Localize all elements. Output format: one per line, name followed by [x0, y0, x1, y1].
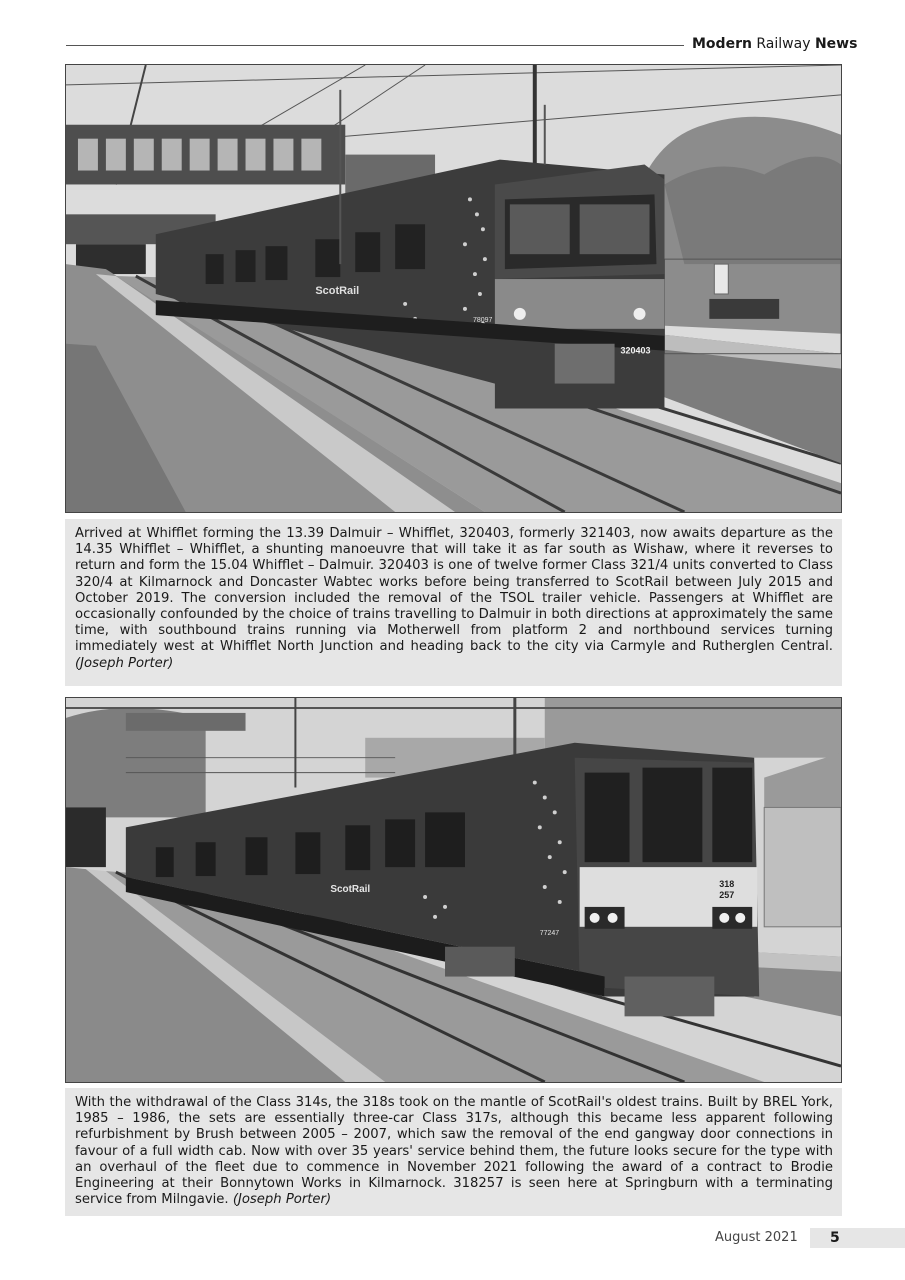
caption-photo1-credit: (Joseph Porter) [75, 655, 174, 671]
photo-320403-graphic [66, 65, 841, 512]
coach-number-label: 77247 [539, 929, 560, 937]
unit-number-line1: 318 [719, 879, 735, 890]
caption-photo1-text: Arrived at Whifflet forming the 13.39 Dalmuir – Whifflet, 320403, formerly 321403, now awaits departure as the 14.35 Whifflet – Whifflet, a shunting manoeuvre that will take it as far south as Wishaw, where it reverses to return and form the 15.04 Whifflet – Dalmuir. 320403 is one of twelve former Class 321/4 units converted to Class 320/4 at Kilmarnock and Doncaster Wabtec works before being transferred to ScotRail between July 2015 and October 2019. The conversion included the removal of the TSOL trailer vehicle. Passengers at Whifflet are occasionally confounded by the choice of trains travelling to Dalmuir in both directions at approximately the same time, with southbound trains running via Motherwell from platform 2 and northbound services turning immediately west at Whifflet North Junction and heading back to the city via Carmyle and Rutherglen Central. [75, 526, 833, 655]
header-rule [66, 45, 684, 46]
header-title-modern: Modern [692, 36, 752, 52]
coach-number-label: 78097 [472, 316, 493, 324]
header-title-railway: Railway [756, 36, 811, 52]
unit-number-line2: 257 [719, 889, 735, 900]
scotrail-logo: ScotRail [315, 284, 360, 297]
caption-photo2-credit: (Joseph Porter) [232, 1192, 332, 1208]
photo-318257-springburn [65, 697, 842, 1083]
photo-318257-graphic [66, 698, 841, 1082]
caption-photo2 [65, 1088, 842, 1216]
scotrail-logo: ScotRail [330, 884, 371, 895]
unit-number-label: 320403 [620, 345, 651, 356]
photo-320403-whifflet [65, 64, 842, 513]
magazine-section-title [692, 36, 857, 52]
issue-date: August 2021 [715, 1230, 798, 1245]
caption-photo2-text: With the withdrawal of the Class 314s, the 318s took on the mantle of ScotRail's oldest trains. Built by BREL York, 1985 – 1986, the sets are essentially three-car Class 317s, although this became less apparent following refurbishment by Brush between 2005 – 2007, which saw the removal of the end gangway door connections in favour of a full width cab. Now with over 35 years' service behind them, the future looks secure for the type with an overhaul of the fleet due to commence in November 2021 following the award of a contract to Brodie Engineering at their Bonnytown Works in Kilmarnock. 318257 is seen here at Springburn with a terminating service from Milngavie. [75, 1095, 833, 1208]
page-number: 5 [810, 1228, 905, 1248]
header-title-news: News [814, 36, 858, 52]
caption-photo1 [65, 519, 842, 686]
